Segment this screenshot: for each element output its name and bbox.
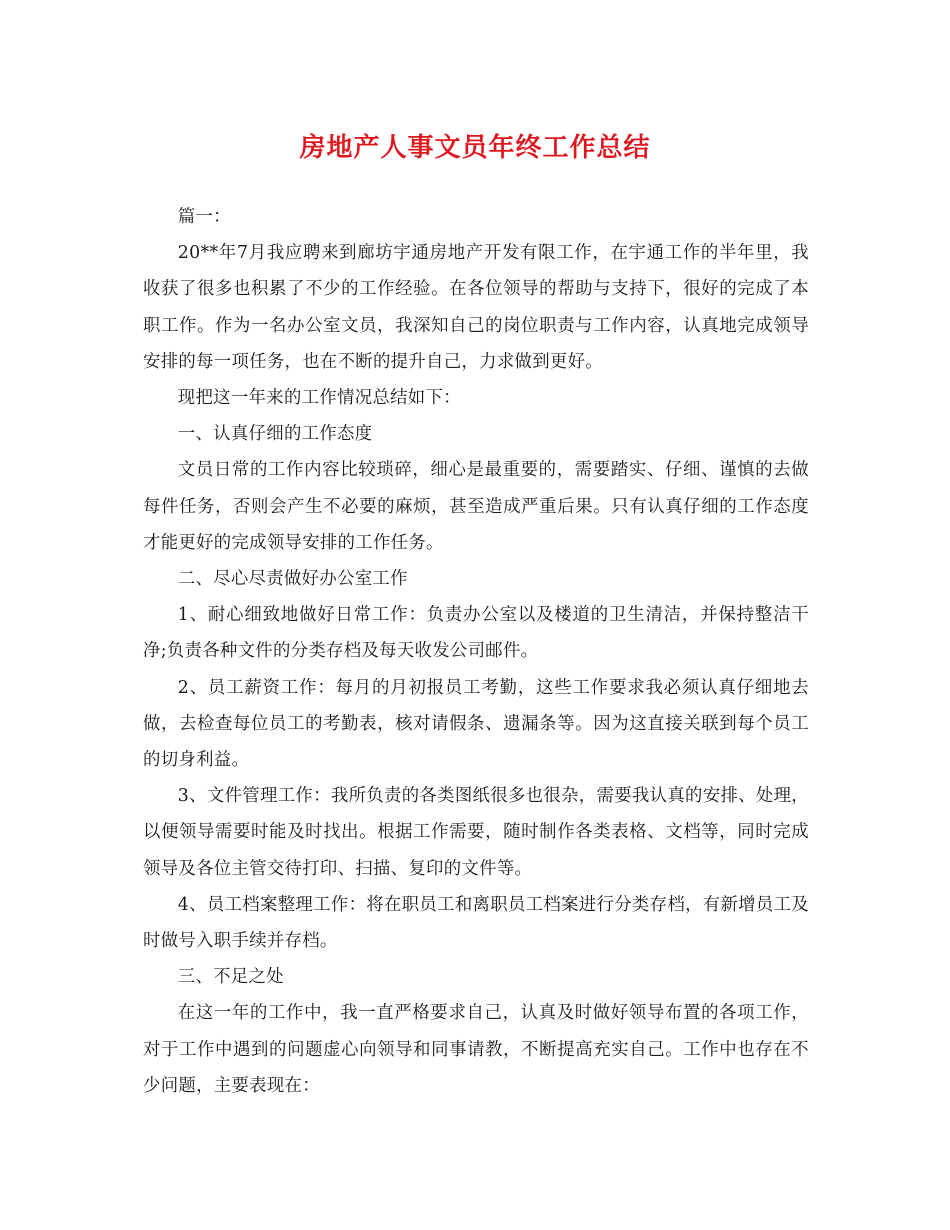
paragraph-intro: 20**年7月我应聘来到廊坊宇通房地产开发有限工作，在宇通工作的半年里，我收获了很多也积累了不少的工作经验。在各位领导的帮助与支持下，很好的完成了本职工作。作为一名办公室文员，我深知自己的岗位职责与工作内容，认真地完成领导安排的每一项任务，也在不断的提升自己，力求做到更好。 bbox=[143, 243, 809, 372]
paragraph-item-2: 2、员工薪资工作：每月的月初报员工考勤，这些工作要求我必须认真仔细地去做，去检查每位员工的考勤表，核对请假条、遗漏条等。因为这直接关联到每个员工的切身利益。 bbox=[143, 677, 809, 771]
paragraph-item-1: 1、耐心细致地做好日常工作：负责办公室以及楼道的卫生清洁，并保持整洁干净;负责各种文件的分类存档及每天收发公司邮件。 bbox=[143, 605, 809, 662]
document-body bbox=[143, 199, 809, 1104]
heading-section-1: 一、认真仔细的工作态度 bbox=[177, 424, 373, 445]
paragraph-item-3: 3、文件管理工作：我所负责的各类图纸很多也很杂，需要我认真的安排、处理，以便领导需要时能及时找出。根据工作需要，随时制作各类表格、文档等，同时完成领导及各位主管交待打印、扫描、复印的文件等。 bbox=[143, 786, 809, 879]
paragraph-summary-lead: 现把这一年来的工作情况总结如下： bbox=[177, 388, 461, 409]
paragraph-item-4: 4、员工档案整理工作：将在职员工和离职员工档案进行分类存档，有新增员工及时做号入职手续并存档。 bbox=[143, 894, 809, 952]
heading-section-2: 二、尽心尽责做好办公室工作 bbox=[177, 569, 408, 590]
paragraph-section-1: 文员日常的工作内容比较琐碎，细心是最重要的，需要踏实、仔细、谨慎的去做每件任务，否则会产生不必要的麻烦，甚至造成严重后果。只有认真仔细的工作态度才能更好的完成领导安排的工作任务。 bbox=[143, 460, 809, 553]
paragraph-section-label: 篇一： bbox=[177, 207, 231, 227]
document-title: 房地产人事文员年终工作总结 bbox=[299, 133, 651, 163]
heading-section-3: 三、不足之处 bbox=[177, 967, 284, 988]
paragraph-section-3: 在这一年的工作中，我一直严格要求自己，认真及时做好领导布置的各项工作，对于工作中遇到的问题虚心向领导和同事请教，不断提高充实自己。工作中也存在不少问题，主要表现在： bbox=[143, 1003, 809, 1096]
